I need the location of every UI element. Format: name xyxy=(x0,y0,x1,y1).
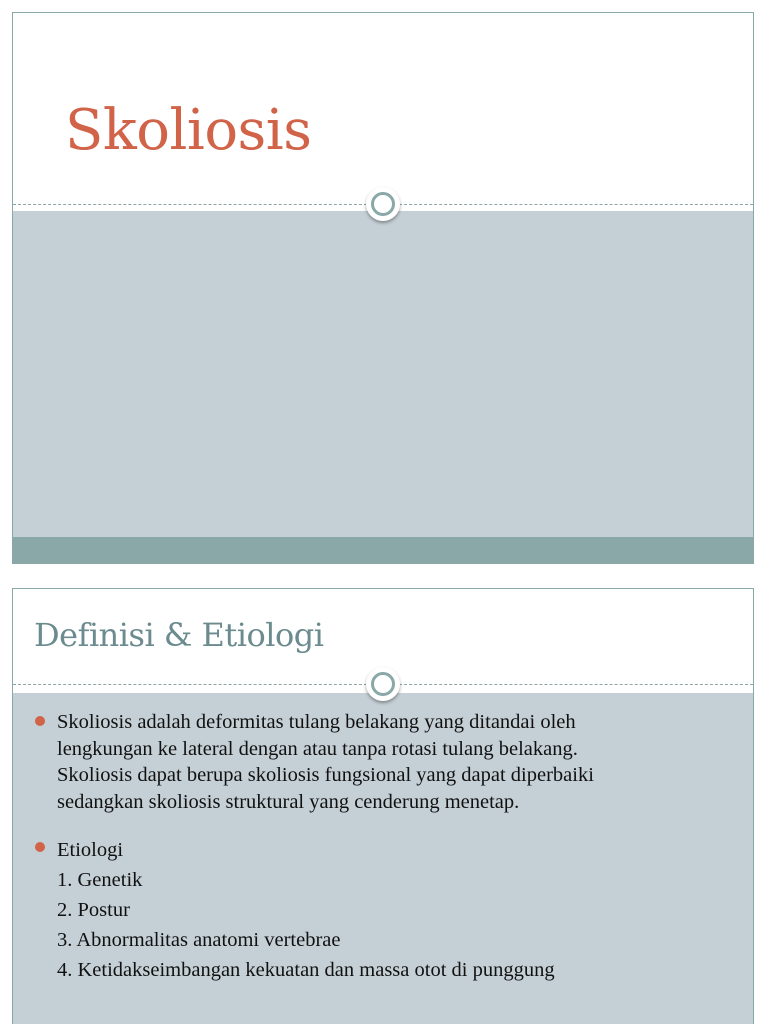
list-item: 4. Ketidakseimbangan kekuatan dan massa otot di punggung xyxy=(57,959,555,981)
footer-band xyxy=(13,537,753,564)
bullet-definition xyxy=(35,709,735,815)
text-line: Skoliosis adalah deformitas tulang belakang yang ditandai oleh xyxy=(57,711,576,733)
etiology-list xyxy=(57,865,735,985)
definition-text xyxy=(57,709,735,815)
list-item: 2. Postur xyxy=(57,899,130,921)
presentation-title: Skoliosis xyxy=(65,98,312,163)
etiology-heading: Etiologi xyxy=(57,839,124,861)
bullet-dot-icon xyxy=(35,716,45,726)
ring-ornament-icon xyxy=(366,187,400,221)
list-item: 3. Abnormalitas anatomi vertebrae xyxy=(57,929,341,951)
list-item: 1. Genetik xyxy=(57,869,143,891)
slide-definition xyxy=(12,588,754,1024)
slide-title xyxy=(12,12,754,564)
text-line: Skoliosis dapat berupa skoliosis fungsional yang dapat diperbaiki xyxy=(57,764,594,786)
ring-ornament-icon xyxy=(366,667,400,701)
text-line: lengkungan ke lateral dengan atau tanpa rotasi tulang belakang. xyxy=(57,737,578,760)
bullet-dot-icon xyxy=(35,842,45,852)
slide-title-area xyxy=(13,13,753,211)
text-line: sedangkan skoliosis struktural yang cenderung menetap. xyxy=(57,790,520,813)
bullet-list xyxy=(35,709,735,985)
bullet-etiology xyxy=(35,835,735,985)
slide-body-area xyxy=(13,211,753,537)
slide-heading: Definisi & Etiologi xyxy=(34,616,324,654)
